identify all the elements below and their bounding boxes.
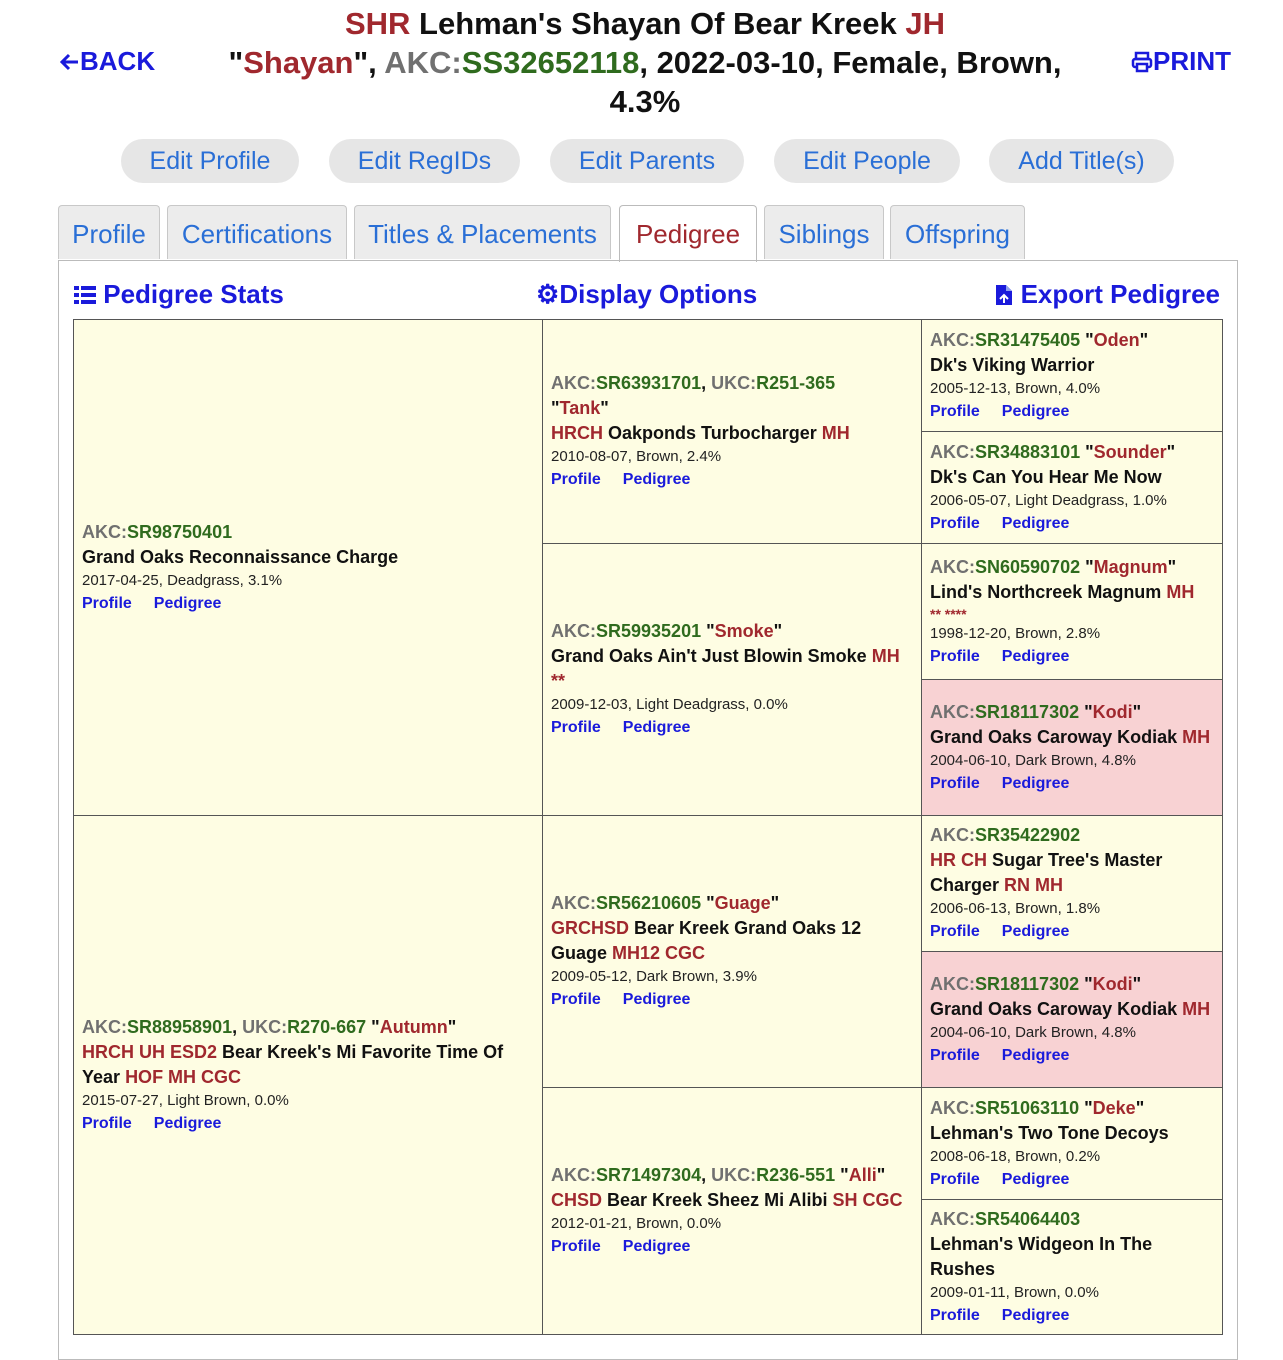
title-suffix: MH [821, 423, 850, 443]
ukc-label: UKC: [242, 1016, 288, 1037]
akc-label: AKC: [551, 1165, 596, 1185]
print-label: PRINT [1153, 46, 1231, 76]
pedigree-link[interactable]: Pedigree [622, 991, 691, 1008]
edit-parents-button[interactable]: Edit Parents [550, 139, 744, 183]
dog-name: Bear Kreek's Mi Favorite Time Of Year [82, 1041, 504, 1087]
pedigree-link[interactable]: Pedigree [1001, 774, 1070, 792]
ukc-label: UKC: [711, 373, 757, 393]
title-suffix: MH [1182, 726, 1211, 747]
profile-link[interactable]: Profile [551, 1238, 601, 1255]
akc-id: SR18117302 [975, 701, 1080, 722]
dog-meta: 2012-01-21, Brown, 0.0% [551, 1215, 722, 1232]
pedigree-link[interactable]: Pedigree [1001, 1046, 1070, 1064]
back-label: BACK [80, 46, 156, 76]
dog-meta: 2008-06-18, Brown, 0.2% [930, 1147, 1101, 1165]
call-name: Alli [848, 1165, 877, 1185]
pedigree-cell-dam-sire: AKC:SR56210605 "Guage" GRCHSD Bear Kreek Grand Oaks 12 Guage MH12 CGC 2009-05-12, Dark Brown, 3.9% Profile Pedigree [542, 815, 922, 1088]
profile-link[interactable]: Profile [551, 471, 601, 488]
pedigree-cell-sdd: AKC:SR18117302 "Kodi" Grand Oaks Caroway Kodiak MH 2004-06-10, Dark Brown, 4.8% Profile Pedigree [921, 679, 1223, 816]
tab-titles-placements[interactable]: Titles & Placements [354, 205, 611, 259]
dog-name: Grand Oaks Reconnaissance Charge [82, 546, 399, 567]
akc-id: SR34883101 [975, 441, 1081, 462]
pedigree-cell-dam: AKC:SR88958901, UKC:R270-667 "Autumn" HRCH UH ESD2 Bear Kreek's Mi Favorite Time Of Year HOF MH CGC 2015-07-27, Light Brown, 0.0% Profile Pedigree [73, 815, 543, 1335]
akc-label: AKC: [551, 893, 596, 913]
call-name: Shayan [243, 45, 354, 80]
pedigree-link[interactable]: Pedigree [622, 471, 691, 488]
title-prefix: GRCHSD [551, 918, 630, 938]
dog-meta: 2006-05-07, Light Deadgrass, 1.0% [930, 491, 1167, 509]
call-name: Kodi [1092, 701, 1133, 722]
dog-meta: 2010-08-07, Brown, 2.4% [551, 448, 722, 465]
akc-label: AKC: [930, 1208, 975, 1229]
call-name: Autumn [379, 1016, 448, 1037]
profile-link[interactable]: Profile [82, 594, 132, 612]
page-header [0, 0, 1283, 130]
add-titles-button[interactable]: Add Title(s) [989, 139, 1174, 183]
call-name: Guage [714, 893, 771, 913]
pedigree-link[interactable]: Pedigree [622, 719, 691, 736]
ukc-id: R236-551 [756, 1165, 836, 1185]
tab-bar [58, 205, 1238, 261]
profile-link[interactable]: Profile [930, 1046, 980, 1064]
akc-label: AKC: [930, 825, 975, 845]
title-suffix: MH ** [551, 646, 900, 691]
ukc-label: UKC: [711, 1165, 757, 1185]
display-options-label: Display Options [559, 279, 758, 309]
pedigree-stats-label: Pedigree Stats [103, 279, 284, 309]
pedigree-stats-link[interactable] [74, 279, 284, 310]
dog-name: Bear Kreek Grand Oaks 12 Guage [551, 918, 862, 963]
tab-certifications[interactable]: Certifications [167, 205, 347, 259]
title-prefix: CHSD [551, 1190, 603, 1210]
dog-name: Dk's Viking Warrior [930, 354, 1095, 375]
profile-link[interactable]: Profile [930, 774, 980, 792]
title-suffix: RN MH [1004, 875, 1064, 895]
call-name: Kodi [1092, 973, 1133, 994]
printer-icon [1131, 51, 1153, 73]
akc-id: SN60590702 [975, 556, 1081, 577]
pedigree-link[interactable]: Pedigree [622, 1238, 691, 1255]
pedigree-link[interactable]: Pedigree [1001, 402, 1070, 420]
edit-regids-button[interactable]: Edit RegIDs [329, 139, 520, 183]
dog-meta: 2004-06-10, Dark Brown, 4.8% [930, 751, 1136, 769]
reg-id: SS32652118 [461, 45, 640, 80]
akc-label: AKC: [82, 1016, 127, 1037]
akc-id: SR54064403 [975, 1208, 1081, 1229]
pedigree-link[interactable]: Pedigree [1001, 1306, 1070, 1324]
title-details: , 2022-03-10, Female, Brown, [639, 45, 1062, 80]
print-link[interactable] [1131, 46, 1231, 77]
dog-meta: 2009-01-11, Brown, 0.0% [930, 1283, 1099, 1301]
pedigree-link[interactable]: Pedigree [1001, 514, 1070, 532]
akc-id: SR59935201 [596, 621, 702, 641]
call-name: Sounder [1093, 441, 1167, 462]
profile-link[interactable]: Profile [930, 1170, 980, 1188]
display-options-link[interactable] [536, 279, 757, 310]
title-prefix: SHR [344, 6, 411, 41]
ukc-id: R270-667 [287, 1016, 367, 1037]
akc-id: SR63931701 [596, 373, 702, 393]
title-suffix: HOF MH CGC [125, 1066, 242, 1087]
dog-meta: 2004-06-10, Dark Brown, 4.8% [930, 1023, 1136, 1041]
profile-link[interactable]: Profile [82, 1114, 132, 1132]
list-icon [74, 285, 96, 305]
profile-link[interactable]: Profile [930, 514, 980, 532]
reg-label: AKC: [384, 45, 462, 80]
dog-meta: 2005-12-13, Brown, 4.0% [930, 379, 1101, 397]
dog-name: Lehman's Widgeon In The Rushes [930, 1233, 1153, 1279]
akc-id: SR88958901 [127, 1016, 233, 1037]
action-bar [0, 139, 1283, 185]
page-title: SHR Lehman's Shayan Of Bear Kreek JH "Shayan", AKC:SS32652118, 2022-03-10, Female, Brown, 4.3% [190, 4, 1100, 121]
call-name: Deke [1092, 1097, 1136, 1118]
title-suffix: SH CGC [832, 1190, 903, 1210]
akc-label: AKC: [930, 973, 975, 994]
pedigree-link[interactable]: Pedigree [1001, 923, 1070, 940]
pedigree-cell-ssd: AKC:SR34883101 "Sounder" Dk's Can You Hear Me Now 2006-05-07, Light Deadgrass, 1.0% Profile Pedigree [921, 431, 1223, 544]
akc-label: AKC: [930, 329, 975, 350]
title-prefix: HRCH UH ESD2 [82, 1041, 218, 1062]
title-name: Lehman's Shayan Of Bear Kreek [419, 6, 897, 41]
edit-profile-button[interactable]: Edit Profile [121, 139, 299, 183]
call-name: Oden [1093, 329, 1140, 350]
pedigree-cell-sire-dam: AKC:SR59935201 "Smoke" Grand Oaks Ain't Just Blowin Smoke MH ** 2009-12-03, Light Deadgrass, 0.0% Profile Pedigree [542, 543, 922, 816]
gear-icon: ⚙ [536, 279, 560, 309]
dog-name: Lehman's Two Tone Decoys [930, 1122, 1169, 1143]
dog-meta: 2006-06-13, Brown, 1.8% [930, 900, 1101, 917]
pedigree-cell-sds: AKC:SN60590702 "Magnum" Lind's Northcreek Magnum MH ** **** 1998-12-20, Brown, 2.8% Profile Pedigree [921, 543, 1223, 680]
dog-name: Grand Oaks Caroway Kodiak [930, 726, 1178, 747]
profile-link[interactable]: Profile [930, 923, 980, 940]
dog-meta: 2009-12-03, Light Deadgrass, 0.0% [551, 696, 788, 713]
pedigree-link[interactable]: Pedigree [153, 1114, 222, 1132]
akc-label: AKC: [82, 521, 127, 542]
akc-id: SR98750401 [127, 521, 233, 542]
profile-link[interactable]: Profile [551, 991, 601, 1008]
pedigree-cell-dds: AKC:SR51063110 "Deke" Lehman's Two Tone Decoys 2008-06-18, Brown, 0.2% Profile Pedigree [921, 1087, 1223, 1200]
pedigree-cell-sire [73, 319, 543, 816]
dog-name: Grand Oaks Caroway Kodiak [930, 998, 1178, 1019]
edit-people-button[interactable]: Edit People [774, 139, 960, 183]
akc-label: AKC: [551, 373, 596, 393]
pedigree-link[interactable]: Pedigree [1001, 1170, 1070, 1188]
akc-label: AKC: [930, 441, 975, 462]
tab-siblings[interactable]: Siblings [764, 205, 884, 259]
tab-offspring[interactable]: Offspring [890, 205, 1025, 259]
title-coi: 4.3% [609, 84, 681, 119]
pedigree-link[interactable]: Pedigree [153, 594, 222, 612]
pedigree-cell-sss: AKC:SR31475405 "Oden" Dk's Viking Warrior 2005-12-13, Brown, 4.0% Profile Pedigree [921, 319, 1223, 432]
profile-link[interactable]: Profile [930, 647, 980, 665]
call-name: Tank [559, 398, 601, 418]
akc-id: SR31475405 [975, 329, 1081, 350]
title-suffix: JH [905, 6, 946, 41]
akc-id: SR71497304 [596, 1165, 702, 1185]
akc-id: SR18117302 [975, 973, 1080, 994]
dog-name: Sugar Tree's Master Charger [930, 850, 1163, 895]
akc-id: SR35422902 [975, 825, 1081, 845]
pedigree-link[interactable]: Pedigree [1001, 647, 1070, 665]
profile-link[interactable]: Profile [551, 719, 601, 736]
akc-label: AKC: [551, 621, 596, 641]
dog-meta: 2015-07-27, Light Brown, 0.0% [82, 1091, 289, 1109]
title-suffix: MH [1182, 998, 1211, 1019]
dog-name: Dk's Can You Hear Me Now [930, 466, 1162, 487]
dog-name: Grand Oaks Ain't Just Blowin Smoke [551, 646, 867, 666]
pedigree-cell-dsd: AKC:SR18117302 "Kodi" Grand Oaks Caroway Kodiak MH 2004-06-10, Dark Brown, 4.8% Profile Pedigree [921, 951, 1223, 1088]
pedigree-cell-sire-sire: AKC:SR63931701, UKC:R251-365 "Tank" HRCH Oakponds Turbocharger MH 2010-08-07, Brown, 2.4% Profile Pedigree [542, 319, 922, 544]
pedigree-cell-ddd [921, 1199, 1223, 1335]
tab-profile[interactable]: Profile [58, 205, 160, 259]
profile-link[interactable]: Profile [930, 402, 980, 420]
title-suffix: MH12 CGC [612, 943, 706, 963]
dog-name: Lind's Northcreek Magnum [930, 581, 1162, 602]
pedigree-cell-dam-dam: AKC:SR71497304, UKC:R236-551 "Alli" CHSD Bear Kreek Sheez Mi Alibi SH CGC 2012-01-21, Brown, 0.0% Profile Pedigree [542, 1087, 922, 1335]
akc-id: SR56210605 [596, 893, 702, 913]
dog-meta: 2017-04-25, Deadgrass, 3.1% [82, 571, 283, 589]
rating-stars: ** **** [930, 605, 967, 622]
dog-name: Bear Kreek Sheez Mi Alibi [607, 1190, 828, 1210]
export-pedigree-label: Export Pedigree [1020, 279, 1220, 309]
title-prefix: HRCH [551, 423, 603, 443]
dog-meta: 2009-05-12, Dark Brown, 3.9% [551, 968, 757, 985]
akc-label: AKC: [930, 1097, 975, 1118]
ukc-id: R251-365 [756, 373, 836, 393]
call-name: Smoke [714, 621, 774, 641]
akc-id: SR51063110 [975, 1097, 1080, 1118]
title-suffix: MH [1166, 581, 1195, 602]
call-name: Magnum [1093, 556, 1168, 577]
arrow-left-icon [60, 52, 80, 72]
akc-label: AKC: [930, 701, 975, 722]
profile-link[interactable]: Profile [930, 1306, 980, 1324]
akc-label: AKC: [930, 556, 975, 577]
back-link[interactable] [60, 46, 155, 77]
dog-meta: 1998-12-20, Brown, 2.8% [930, 624, 1101, 642]
file-export-icon [995, 284, 1013, 306]
export-pedigree-link[interactable] [995, 279, 1220, 310]
pedigree-cell-dss [921, 815, 1223, 952]
dog-name: Oakponds Turbocharger [608, 423, 817, 443]
title-prefix: HR CH [930, 850, 987, 870]
tab-pedigree[interactable]: Pedigree [619, 205, 757, 262]
